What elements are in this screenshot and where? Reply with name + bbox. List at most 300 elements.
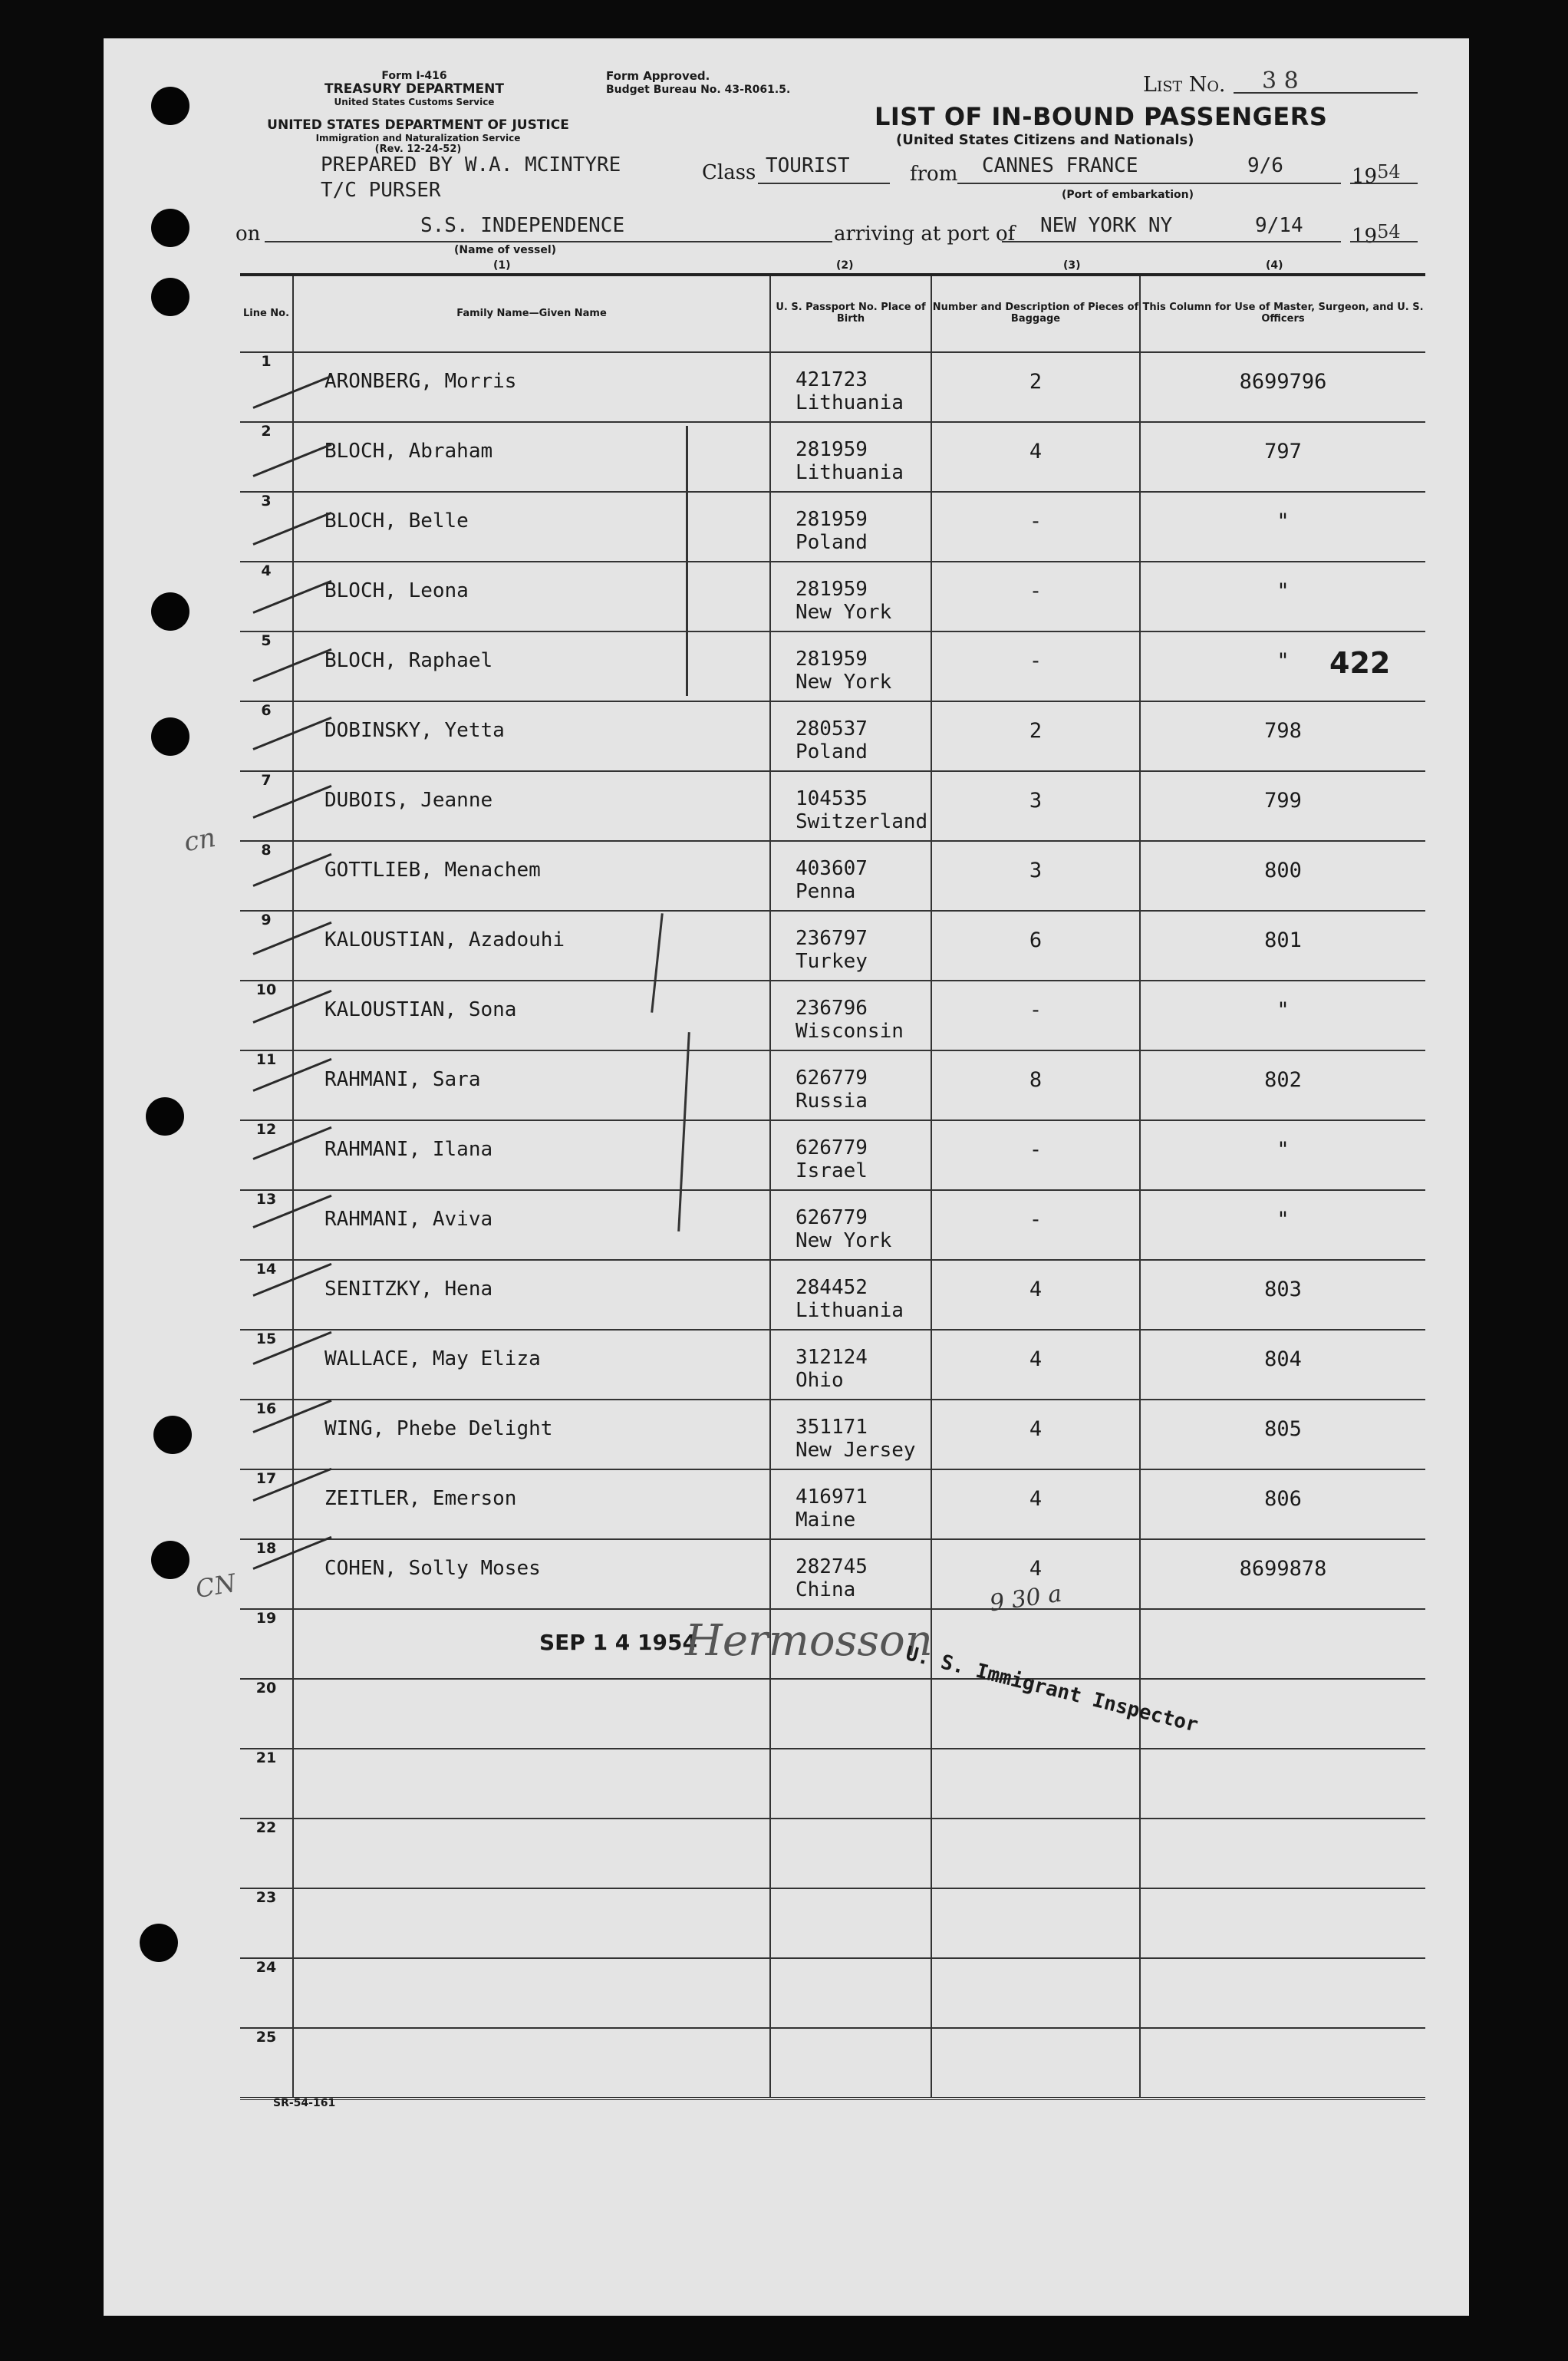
place-of-birth: Turkey <box>796 950 868 973</box>
col-number-3: (3) <box>1063 259 1081 272</box>
passport-number: 104535 <box>796 787 868 810</box>
official-number <box>1140 771 1425 841</box>
class-label: Class <box>702 161 756 184</box>
table-row <box>240 1330 1425 1400</box>
passport-number: 626779 <box>796 1136 868 1159</box>
passenger-name-text <box>294 1680 769 1697</box>
baggage-count-text: 2 <box>1029 719 1043 743</box>
official-number-text: 802 <box>1264 1068 1302 1092</box>
table-row <box>240 631 1425 701</box>
line-number-text: 14 <box>255 1261 277 1278</box>
official-number-text: " <box>1276 509 1290 533</box>
passport-cell <box>770 422 931 492</box>
official-number-text: " <box>1276 998 1290 1022</box>
official-number <box>1140 1330 1425 1400</box>
official-number <box>1140 841 1425 911</box>
baggage-count <box>931 701 1140 771</box>
passenger-table <box>240 273 1425 2100</box>
baggage-count <box>931 492 1140 562</box>
col-number-2: (2) <box>836 259 854 272</box>
passenger-name-text <box>294 2029 769 2046</box>
passenger-name <box>293 1539 770 1609</box>
passenger-name-text: RAHMANI, Sara <box>324 1068 481 1091</box>
passport-number: 351171 <box>796 1416 868 1439</box>
punch-hole <box>153 1416 192 1454</box>
line-number-text: 15 <box>255 1331 277 1347</box>
arrival-field <box>1002 241 1341 242</box>
official-number <box>1140 701 1425 771</box>
line-number-text: 20 <box>255 1680 277 1697</box>
punch-hole <box>151 209 189 247</box>
table-header-row <box>240 275 1425 352</box>
punch-hole <box>140 1924 178 1962</box>
baggage-count <box>931 1050 1140 1120</box>
official-number <box>1140 1958 1425 2028</box>
line-number <box>240 1260 293 1330</box>
baggage-count-text <box>932 2029 1139 2046</box>
passenger-name-text: DOBINSKY, Yetta <box>324 719 505 742</box>
line-number-text: 2 <box>261 423 272 440</box>
passport-number <box>771 2029 931 2044</box>
treasury-department: TREASURY DEPARTMENT <box>324 81 504 97</box>
passenger-name <box>293 562 770 631</box>
place-of-birth: China <box>796 1578 856 1601</box>
passport-cell <box>770 1539 931 1609</box>
line-number-text: 6 <box>261 702 272 719</box>
official-number-text <box>1141 1680 1425 1697</box>
passport-cell <box>770 1888 931 1958</box>
passenger-name <box>293 1679 770 1749</box>
line-number-text: 16 <box>255 1400 277 1417</box>
table-row <box>240 1400 1425 1469</box>
line-number <box>240 1609 293 1679</box>
footer-code: SR-54-161 <box>273 2097 336 2109</box>
passenger-name <box>293 1260 770 1330</box>
passenger-name-text: WALLACE, May Eliza <box>324 1347 541 1370</box>
place-of-birth: Lithuania <box>796 461 904 484</box>
passport-number: 236796 <box>796 997 868 1020</box>
table-row <box>240 2028 1425 2099</box>
passport-cell <box>770 1050 931 1120</box>
prepared-by: PREPARED BY W.A. MCINTYRE <box>321 153 621 176</box>
passenger-name-text: DUBOIS, Jeanne <box>324 789 493 812</box>
passenger-name-text: WING, Phebe Delight <box>324 1417 553 1440</box>
passport-number: 281959 <box>796 648 868 671</box>
official-number-text <box>1141 1749 1425 1766</box>
passport-number: 421723 <box>796 368 868 391</box>
place-of-birth: Ohio <box>796 1369 844 1392</box>
line-number <box>240 1330 293 1400</box>
passport-number: 280537 <box>796 717 868 740</box>
from-port: CANNES FRANCE <box>982 154 1138 177</box>
baggage-count-text: 2 <box>1029 370 1043 394</box>
official-number <box>1140 1888 1425 1958</box>
passenger-name <box>293 911 770 981</box>
passport-cell <box>770 1819 931 1888</box>
passport-cell <box>770 1330 931 1400</box>
baggage-count <box>931 631 1140 701</box>
year-prefix: 19 <box>1352 225 1378 248</box>
official-number-text: " <box>1276 1208 1290 1232</box>
official-number-text <box>1141 2029 1425 2046</box>
time-note: 9 30 a <box>988 1580 1064 1617</box>
official-number <box>1140 2028 1425 2099</box>
line-number-text: 19 <box>255 1610 277 1627</box>
passenger-name <box>293 1190 770 1260</box>
baggage-count <box>931 2028 1140 2099</box>
passenger-name <box>293 771 770 841</box>
line-number <box>240 1120 293 1190</box>
passenger-name-text: ARONBERG, Morris <box>324 370 517 393</box>
baggage-count-text: 6 <box>1029 928 1043 952</box>
official-number-text: 8699796 <box>1239 370 1327 394</box>
official-number-text: " <box>1276 1138 1290 1162</box>
arrival-year-field <box>1350 241 1418 242</box>
table-row <box>240 562 1425 631</box>
baggage-count <box>931 981 1140 1050</box>
passenger-name-text: BLOCH, Leona <box>324 579 469 602</box>
passport-number <box>771 1889 931 1904</box>
baggage-count-text: - <box>1029 1138 1043 1162</box>
form-approved: Form Approved. <box>606 69 710 83</box>
passport-cell <box>770 562 931 631</box>
baggage-count <box>931 1958 1140 2028</box>
baggage-count <box>931 1190 1140 1260</box>
passport-number <box>771 1680 931 1695</box>
baggage-count-text <box>932 1749 1139 1766</box>
passport-cell <box>770 911 931 981</box>
passport-cell <box>770 1679 931 1749</box>
official-number-text: 798 <box>1264 719 1302 743</box>
passenger-name <box>293 1469 770 1539</box>
arrival-date: 9/14 <box>1255 214 1303 237</box>
passenger-name <box>293 981 770 1050</box>
line-number <box>240 562 293 631</box>
form-number: Form I-416 <box>381 70 447 82</box>
place-of-birth: New York <box>796 1229 892 1252</box>
passport-cell <box>770 492 931 562</box>
passenger-name <box>293 1819 770 1888</box>
table-row <box>240 1469 1425 1539</box>
baggage-count-text: - <box>1029 579 1043 603</box>
col-number-4: (4) <box>1266 259 1283 272</box>
official-number <box>1140 1050 1425 1120</box>
line-number-text: 5 <box>261 632 272 649</box>
passenger-name-text: COHEN, Solly Moses <box>324 1557 541 1580</box>
line-number <box>240 422 293 492</box>
place-of-birth: Lithuania <box>796 391 904 414</box>
inspector-title: U. S. Immigrant Inspector <box>903 1642 1201 1737</box>
line-number-text: 11 <box>255 1051 277 1068</box>
budget-bureau: Budget Bureau No. 43-R061.5. <box>606 84 791 96</box>
inspector-signature: Hermosson <box>685 1616 933 1666</box>
passport-cell <box>770 981 931 1050</box>
passenger-name <box>293 352 770 422</box>
baggage-count-text <box>932 1610 1139 1627</box>
baggage-count <box>931 841 1140 911</box>
passport-number: 281959 <box>796 578 868 601</box>
passport-number <box>771 1959 931 1974</box>
passenger-name <box>293 841 770 911</box>
passenger-name <box>293 1888 770 1958</box>
place-of-birth: Russia <box>796 1090 868 1113</box>
official-number <box>1140 1400 1425 1469</box>
punch-hole <box>151 717 189 756</box>
line-number <box>240 771 293 841</box>
table-row <box>240 911 1425 981</box>
official-number-text: 800 <box>1264 859 1302 882</box>
place-of-birth: New York <box>796 601 892 624</box>
port-caption: (Port of embarkation) <box>1062 189 1194 201</box>
place-of-birth: Poland <box>796 740 868 763</box>
baggage-count-text: - <box>1029 649 1043 673</box>
line-number <box>240 1539 293 1609</box>
baggage-count <box>931 1120 1140 1190</box>
table-row <box>240 701 1425 771</box>
passenger-name-text <box>294 1959 769 1976</box>
table-row <box>240 981 1425 1050</box>
passport-cell <box>770 1749 931 1819</box>
passport-cell <box>770 701 931 771</box>
table-row <box>240 1958 1425 2028</box>
line-number-text: 13 <box>255 1191 277 1208</box>
baggage-count <box>931 422 1140 492</box>
page-number: 422 <box>1329 646 1391 680</box>
table-row <box>240 422 1425 492</box>
from-year-field <box>1350 183 1418 184</box>
header-baggage: Number and Description of Pieces of Baggage <box>931 275 1140 352</box>
passport-number: 236797 <box>796 927 868 950</box>
family-bracket-bloch <box>686 426 688 696</box>
baggage-count <box>931 1888 1140 1958</box>
department-of-justice: UNITED STATES DEPARTMENT OF JUSTICE <box>267 117 569 133</box>
baggage-count-text <box>932 1959 1139 1976</box>
year-suffix: 54 <box>1377 221 1401 242</box>
place-of-birth: Israel <box>796 1159 868 1182</box>
passport-number: 281959 <box>796 508 868 531</box>
table-row <box>240 1749 1425 1819</box>
line-number <box>240 1819 293 1888</box>
passport-cell <box>770 352 931 422</box>
official-number <box>1140 352 1425 422</box>
line-number-text: 8 <box>261 842 272 859</box>
baggage-count-text: - <box>1029 998 1043 1022</box>
passenger-name <box>293 631 770 701</box>
official-number-text: 799 <box>1264 789 1302 813</box>
passport-number: 626779 <box>796 1206 868 1229</box>
passenger-name-text: BLOCH, Raphael <box>324 649 493 672</box>
passport-number: 416971 <box>796 1486 868 1509</box>
ins-service: Immigration and Naturalization Service <box>315 133 521 143</box>
baggage-count <box>931 1260 1140 1330</box>
line-number <box>240 841 293 911</box>
official-number <box>1140 1749 1425 1819</box>
passport-number: 284452 <box>796 1276 868 1299</box>
customs-service: United States Customs Service <box>334 97 495 107</box>
arrival-year <box>1352 221 1401 248</box>
passenger-name <box>293 701 770 771</box>
line-number-text: 24 <box>255 1959 277 1976</box>
official-number <box>1140 1120 1425 1190</box>
line-number-text: 17 <box>255 1470 277 1487</box>
baggage-count-text: 4 <box>1029 1278 1043 1301</box>
passenger-name-text: RAHMANI, Aviva <box>324 1208 493 1231</box>
baggage-count-text: 4 <box>1029 1557 1043 1581</box>
baggage-count-text: - <box>1029 509 1043 533</box>
passenger-name-text: BLOCH, Abraham <box>324 440 493 463</box>
list-no-field <box>1234 92 1418 94</box>
passport-cell <box>770 2028 931 2099</box>
passenger-name <box>293 1749 770 1819</box>
table-row <box>240 352 1425 422</box>
official-number <box>1140 1260 1425 1330</box>
passport-cell <box>770 1120 931 1190</box>
list-title: LIST OF IN-BOUND PASSENGERS <box>875 102 1328 131</box>
header-official: This Column for Use of Master, Surgeon, and U. S. Officers <box>1140 275 1425 352</box>
table-row <box>240 1819 1425 1888</box>
line-number-text: 23 <box>255 1889 277 1906</box>
official-number <box>1140 492 1425 562</box>
line-number-text: 22 <box>255 1819 277 1836</box>
official-number-text: 806 <box>1264 1487 1302 1511</box>
line-number <box>240 2028 293 2099</box>
passport-number: 626779 <box>796 1067 868 1090</box>
header-passport: U. S. Passport No. Place of Birth <box>770 275 931 352</box>
punch-hole <box>146 1097 184 1136</box>
header-name: Family Name—Given Name <box>293 275 770 352</box>
baggage-count-text: 3 <box>1029 859 1043 882</box>
baggage-count <box>931 562 1140 631</box>
line-number-text: 10 <box>255 981 277 998</box>
table-row <box>240 771 1425 841</box>
official-number-text: " <box>1276 579 1290 603</box>
baggage-count-text: - <box>1029 1208 1043 1232</box>
passport-cell <box>770 631 931 701</box>
official-number <box>1140 562 1425 631</box>
margin-note: cn <box>181 822 219 859</box>
official-number <box>1140 1609 1425 1679</box>
table-row <box>240 1260 1425 1330</box>
place-of-birth: New Jersey <box>796 1439 916 1462</box>
line-number <box>240 1888 293 1958</box>
official-number-text <box>1141 1819 1425 1836</box>
line-number-text: 25 <box>255 2029 277 2046</box>
official-number-text: 797 <box>1264 440 1302 463</box>
passenger-name <box>293 1330 770 1400</box>
passport-cell <box>770 771 931 841</box>
line-number-text: 1 <box>261 353 272 370</box>
official-number <box>1140 1469 1425 1539</box>
line-number <box>240 1679 293 1749</box>
official-number <box>1140 1539 1425 1609</box>
line-number <box>240 1749 293 1819</box>
line-number-text: 9 <box>261 912 272 928</box>
line-number-text: 7 <box>261 772 272 789</box>
table-row <box>240 492 1425 562</box>
from-date: 9/6 <box>1247 154 1283 177</box>
passport-cell <box>770 1260 931 1330</box>
official-number <box>1140 422 1425 492</box>
passport-number: 282745 <box>796 1555 868 1578</box>
purser-title: T/C PURSER <box>321 179 441 202</box>
vessel-name: S.S. INDEPENDENCE <box>420 214 625 237</box>
line-number <box>240 1469 293 1539</box>
class-field <box>758 183 890 184</box>
vessel-field <box>265 241 832 242</box>
passenger-name-text <box>294 1889 769 1906</box>
passport-number <box>771 1819 931 1835</box>
line-number <box>240 911 293 981</box>
passport-cell <box>770 1400 931 1469</box>
place-of-birth: New York <box>796 671 892 694</box>
passenger-name <box>293 492 770 562</box>
passport-cell <box>770 1958 931 2028</box>
baggage-count-text: 4 <box>1029 440 1043 463</box>
place-of-birth: Maine <box>796 1509 856 1532</box>
col-number-1: (1) <box>493 259 511 272</box>
table-row <box>240 1120 1425 1190</box>
passport-cell <box>770 1469 931 1539</box>
punch-hole <box>151 592 189 631</box>
table-row <box>240 1190 1425 1260</box>
official-number-text: 803 <box>1264 1278 1302 1301</box>
class-value: TOURIST <box>766 154 850 177</box>
list-no-label: List No. <box>1143 73 1226 97</box>
baggage-count-text: 8 <box>1029 1068 1043 1092</box>
passport-number <box>771 1749 931 1765</box>
baggage-count <box>931 1749 1140 1819</box>
official-number-text <box>1141 1889 1425 1906</box>
header-line-no: Line No. <box>240 275 293 352</box>
passenger-name <box>293 1120 770 1190</box>
official-number-text: 804 <box>1264 1347 1302 1371</box>
passport-cell <box>770 1190 931 1260</box>
official-number <box>1140 1190 1425 1260</box>
baggage-count-text <box>932 1819 1139 1836</box>
passenger-name-text: KALOUSTIAN, Azadouhi <box>324 928 565 951</box>
official-number-text: " <box>1276 649 1290 673</box>
passenger-name-text: SENITZKY, Hena <box>324 1278 493 1301</box>
arrival-port: NEW YORK NY <box>1040 214 1173 237</box>
official-number-text: 8699878 <box>1239 1557 1327 1581</box>
baggage-count-text: 4 <box>1029 1487 1043 1511</box>
arriving-label: arriving at port of <box>834 223 1016 246</box>
line-number-text: 3 <box>261 493 272 509</box>
table-row <box>240 841 1425 911</box>
punch-hole <box>151 1541 189 1579</box>
line-number-text: 4 <box>261 562 272 579</box>
list-subtitle: (United States Citizens and Nationals) <box>896 132 1194 148</box>
punch-hole <box>151 278 189 316</box>
baggage-count <box>931 1330 1140 1400</box>
baggage-count <box>931 1400 1140 1469</box>
passport-number: 312124 <box>796 1346 868 1369</box>
passenger-name-text <box>294 1749 769 1766</box>
passenger-name-text: GOTTLIEB, Menachem <box>324 859 541 882</box>
year-prefix: 19 <box>1352 165 1378 188</box>
passenger-name-text: RAHMANI, Ilana <box>324 1138 493 1161</box>
line-number <box>240 1190 293 1260</box>
vessel-caption: (Name of vessel) <box>454 244 557 256</box>
baggage-count <box>931 352 1140 422</box>
official-number-text <box>1141 1959 1425 1976</box>
official-number <box>1140 1819 1425 1888</box>
place-of-birth: Poland <box>796 531 868 554</box>
official-number-text: 805 <box>1264 1417 1302 1441</box>
punch-hole <box>151 87 189 125</box>
official-number-text: 801 <box>1264 928 1302 952</box>
line-number <box>240 1400 293 1469</box>
